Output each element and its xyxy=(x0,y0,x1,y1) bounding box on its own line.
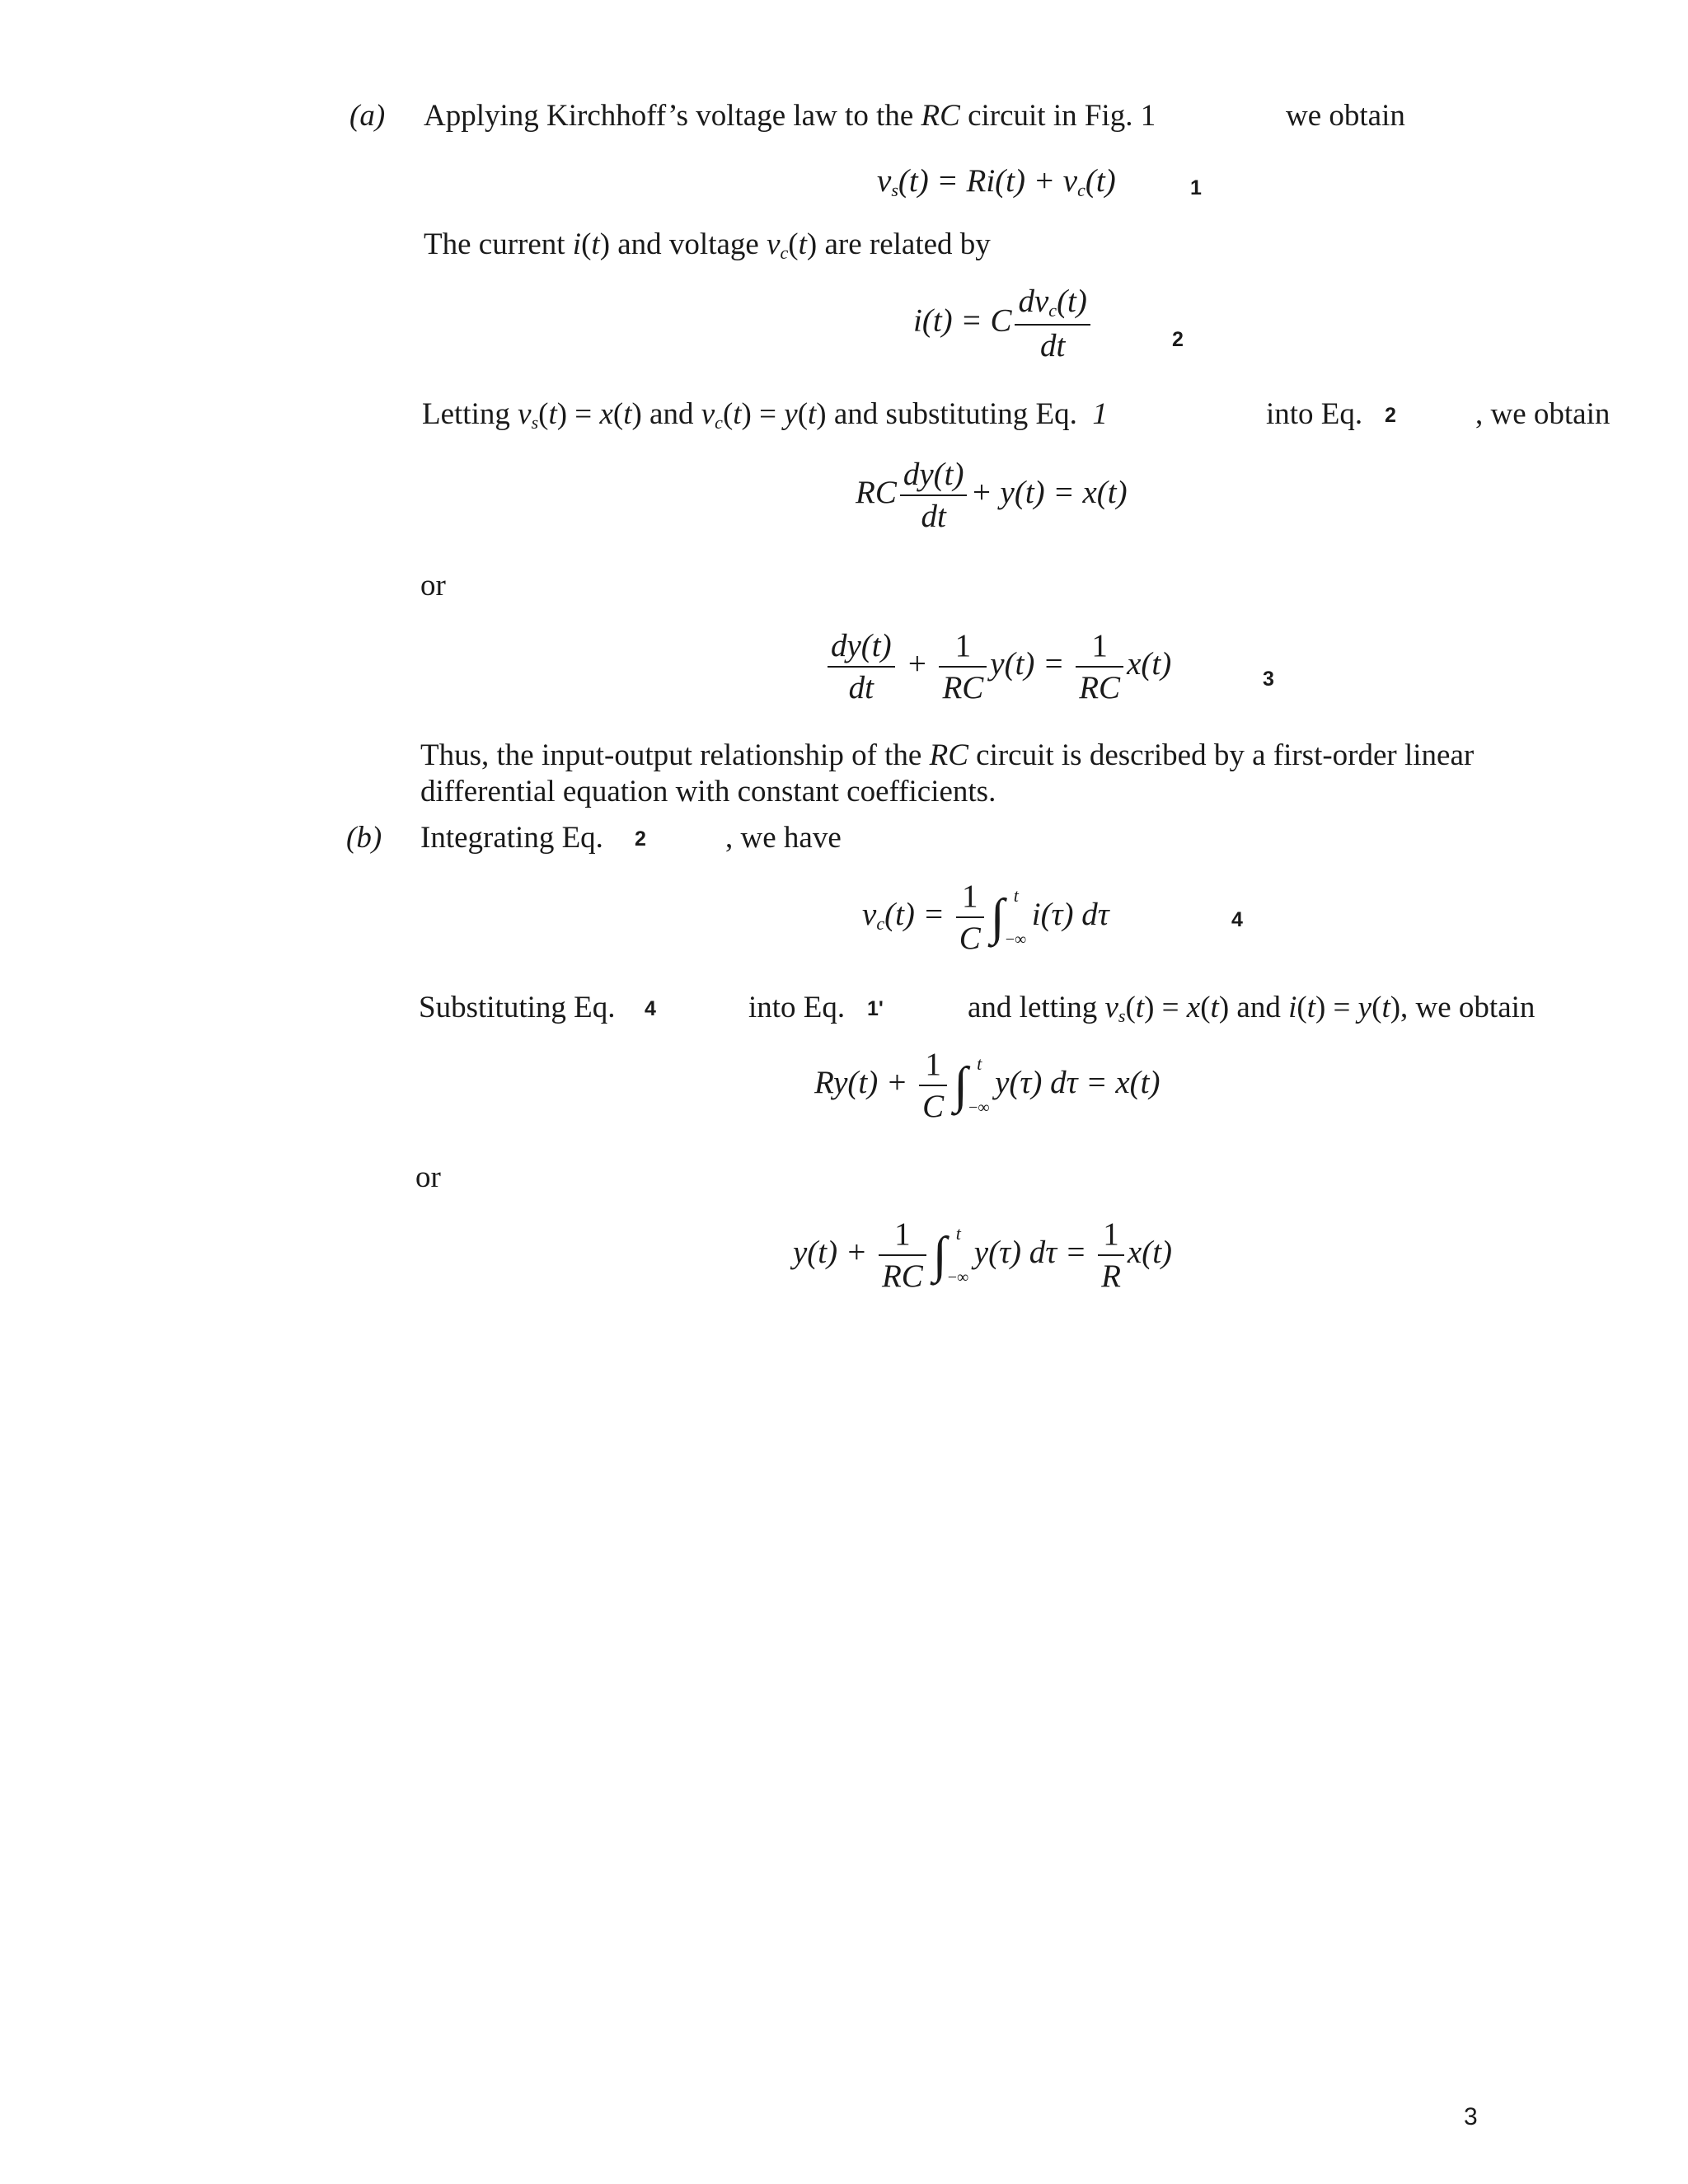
equation-3-number: 3 xyxy=(1263,668,1274,691)
into-eq-text-b: into Eq. xyxy=(748,991,846,1024)
equation-3: $\frac{dy(t)}{dt}$ + $\frac{1}{RC}$ y(t) = $\frac{1}{RC}$ x(t) xyxy=(824,630,1171,704)
equation-final: y(t) + $\frac{1}{RC}$ ∫ t −∞ y(τ) dτ = $\frac{1}{R}$ x(t) xyxy=(793,1216,1173,1294)
equation-2: i(t) = C $\frac{dv_c(t)}{dt}$ xyxy=(913,285,1094,362)
equation-ry: Ry(t) + $\frac{1}{C}$ ∫ t −∞ y(τ) dτ = x(t) xyxy=(814,1047,1160,1124)
eq-ref-2: 2 xyxy=(1385,404,1396,427)
equation-4-number: 4 xyxy=(1231,908,1243,931)
equation-1-number: 1 xyxy=(1190,176,1202,199)
eq-ref-1-prime: 1' xyxy=(867,997,884,1020)
integrating-text: Integrating Eq. xyxy=(420,821,603,855)
part-a-intro-end: we obtain xyxy=(1286,99,1405,133)
part-b-label: (b) xyxy=(346,821,382,855)
substitution-text: Letting $v_s(t) = x(t)$ and $v_c(t) = y(t)$ and substituting Eq. 1 xyxy=(422,397,1108,433)
eq-ref-integrating: 2 xyxy=(635,827,646,851)
page-number: 3 xyxy=(1464,2103,1478,2130)
we-obtain-text: , we obtain xyxy=(1475,397,1611,431)
equation-4: $v_c(t)$ = $\frac{1}{C}$ ∫ t −∞ i(τ) dτ xyxy=(862,879,1109,956)
conclusion-line-2: differential equation with constant coefficients. xyxy=(420,775,996,808)
part-a-intro-text: Applying Kirchhoff’s voltage law to the RC circuit in Fig. 1 xyxy=(424,99,1156,133)
or-text-a: or xyxy=(420,569,446,602)
equation-1: $v_s(t) = Ri(t) + v_c(t)$ xyxy=(877,163,1116,200)
or-text-b: or xyxy=(415,1160,441,1194)
into-eq-text: into Eq. xyxy=(1266,397,1363,431)
we-have-text: , we have xyxy=(725,821,842,855)
equation-2-number: 2 xyxy=(1172,328,1184,351)
eq-ref-4: 4 xyxy=(645,997,656,1020)
letting-text: and letting $v_s(t) = x(t)$ and i(t) = y(t), we obtain xyxy=(968,991,1536,1026)
substituting-text: Substituting Eq. xyxy=(419,991,616,1024)
eq-ref-1: 1 xyxy=(1092,397,1108,431)
equation-rc: RC $\frac{dy(t)}{dt}$ + y(t) = x(t) xyxy=(856,457,1128,534)
conclusion-line-1: Thus, the input-output relationship of the RC circuit is described by a first-order linear xyxy=(420,738,1475,772)
current-voltage-text: The current i(t) and voltage $v_c(t)$ are related by xyxy=(424,227,991,263)
part-a-label: (a) xyxy=(349,99,386,133)
